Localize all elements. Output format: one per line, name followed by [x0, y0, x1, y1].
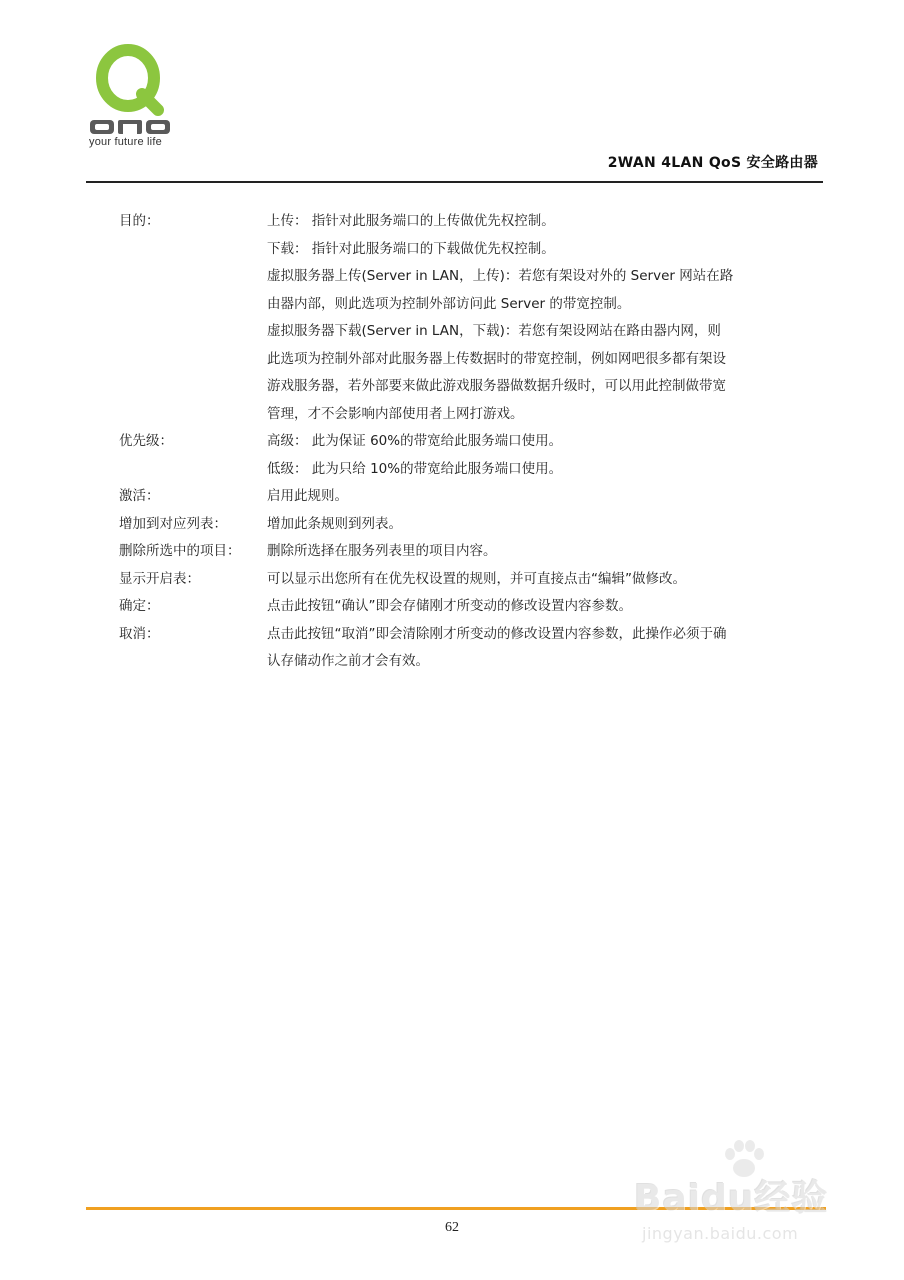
term-label: 激活： — [119, 488, 160, 504]
baidu-watermark — [634, 1140, 864, 1270]
description-line: 可以显示出您所有在优先权设置的规则，并可直接点击“编辑”做修改。 — [267, 570, 686, 587]
term-label: 删除所选中的项目： — [119, 543, 241, 559]
watermark-brand: Baidu经验 — [634, 1178, 829, 1219]
definition-row-show-table — [119, 566, 799, 594]
definition-row-activate — [119, 483, 799, 511]
description-line: 删除所选择在服务列表里的项目内容。 — [267, 543, 497, 559]
term-description — [267, 483, 799, 511]
definition-row-purpose — [119, 208, 799, 428]
term-label: 显示开启表： — [119, 570, 200, 587]
watermark-url: jingyan.baidu.com — [642, 1224, 799, 1243]
header-divider — [86, 181, 823, 183]
logo-tagline: your future life — [89, 136, 162, 148]
description-line: 虚拟服务器下载(Server in LAN，下载)：若您有架设网站在路由器内网，则 — [267, 323, 721, 339]
description-line: 上传： 指针对此服务端口的上传做优先权控制。 — [267, 213, 555, 229]
term-description — [267, 428, 799, 483]
term-label: 取消： — [119, 625, 160, 642]
definition-row-priority — [119, 428, 799, 483]
term-label: 增加到对应列表： — [119, 515, 227, 532]
description-line: 高级： 此为保证 60%的带宽给此服务端口使用。 — [267, 433, 563, 449]
definition-row-add-to-list — [119, 511, 799, 539]
document-header-title: 2WAN 4LAN QoS 安全路由器 — [607, 155, 818, 171]
page-number: 62 — [445, 1220, 459, 1235]
term-label: 确定： — [119, 598, 160, 614]
description-line: 游戏服务器，若外部要来做此游戏服务器做数据升级时，可以用此控制做带宽 — [267, 378, 726, 394]
qno-logo-icon — [86, 40, 196, 140]
description-line: 虚拟服务器上传(Server in LAN，上传)：若您有架设对外的 Server 网站在路 — [267, 268, 734, 284]
description-line: 下载： 指针对此服务端口的下载做优先权控制。 — [267, 240, 555, 257]
term-description — [267, 511, 799, 539]
definition-row-confirm — [119, 593, 799, 621]
term-description — [267, 538, 799, 566]
description-line: 认存储动作之前才会有效。 — [267, 653, 429, 669]
definition-row-cancel — [119, 621, 799, 676]
term-description — [267, 208, 799, 428]
definition-row-delete-selected — [119, 538, 799, 566]
term-label: 优先级： — [119, 433, 173, 449]
term-description — [267, 593, 799, 621]
term-description — [267, 566, 799, 594]
description-line: 点击此按钮“确认”即会存储刚才所变动的修改设置内容参数。 — [267, 598, 632, 614]
term-label: 目的： — [119, 213, 160, 229]
description-line: 低级： 此为只给 10%的带宽给此服务端口使用。 — [267, 460, 563, 477]
description-line: 启用此规则。 — [267, 488, 348, 504]
description-line: 管理，才不会影响内部使用者上网打游戏。 — [267, 405, 524, 422]
description-line: 增加此条规则到列表。 — [267, 515, 402, 532]
definition-list — [119, 208, 799, 676]
description-line: 由器内部，则此选项为控制外部访问此 Server 的带宽控制。 — [267, 295, 631, 312]
description-line: 点击此按钮“取消”即会清除刚才所变动的修改设置内容参数，此操作必须于确 — [267, 625, 727, 642]
term-description — [267, 621, 799, 676]
description-line: 此选项为控制外部对此服务器上传数据时的带宽控制，例如网吧很多都有架设 — [267, 350, 726, 367]
